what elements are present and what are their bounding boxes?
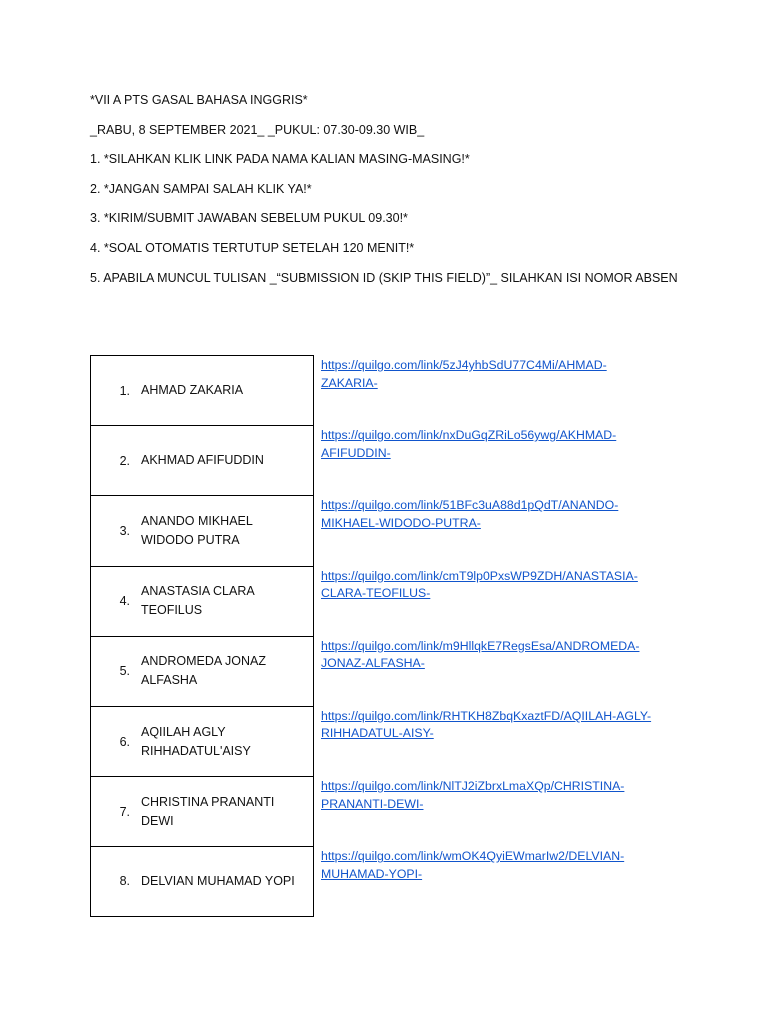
student-name: ANDROMEDA JONAZ ALFASHA	[141, 654, 267, 688]
student-name-cell	[90, 636, 314, 706]
instruction-3: 3. *KIRIM/SUBMIT JAWABAN SEBELUM PUKUL 09.30!*	[90, 211, 408, 226]
exam-link[interactable]: https://quilgo.com/link/nxDuGqZRiLo56ywg/AKHMAD- AFIFUDDIN-	[321, 428, 617, 460]
instruction-2: 2. *JANGAN SAMPAI SALAH KLIK YA!*	[90, 181, 312, 196]
instructions	[90, 92, 730, 299]
exam-link[interactable]: https://quilgo.com/link/RHTKH8ZbqKxaztFD/AQIILAH-AGLY- RIHHADATUL-AISY-	[321, 708, 652, 741]
row-number: 8.	[119, 874, 130, 889]
student-name: ANASTASIA CLARA TEOFILUS	[141, 584, 255, 618]
row-number: 2.	[119, 453, 130, 468]
student-name-cell	[90, 425, 314, 495]
exam-link[interactable]: https://quilgo.com/link/wmOK4QyiEWmarIw2/DELVIAN- MUHAMAD-YOPI-	[321, 849, 625, 881]
exam-link[interactable]: https://quilgo.com/link/cmT9lp0PxsWP9ZDH/ANASTASIA- CLARA-TEOFILUS-	[321, 568, 638, 601]
row-number: 5.	[119, 664, 130, 679]
instruction-5: 5. APABILA MUNCUL TULISAN _“SUBMISSION ID (SKIP THIS FIELD)”_ SILAHKAN ISI NOMOR ABSEN	[90, 270, 678, 285]
exam-link[interactable]: https://quilgo.com/link/5zJ4yhbSdU77C4Mi/AHMAD- ZAKARIA-	[321, 358, 607, 390]
student-name-cell	[90, 495, 314, 565]
student-name: DELVIAN MUHAMAD YOPI	[141, 873, 295, 888]
student-name-cell	[90, 846, 314, 916]
exam-link[interactable]: https://quilgo.com/link/NlTJ2iZbrxLmaXQp/CHRISTINA- PRANANTI-DEWI-	[321, 779, 625, 811]
student-name-cell	[90, 355, 314, 425]
exam-date-time: _RABU, 8 SEPTEMBER 2021_ _PUKUL: 07.30-09.30 WIB_	[90, 122, 425, 137]
instruction-4: 4. *SOAL OTOMATIS TERTUTUP SETELAH 120 MENIT!*	[90, 240, 415, 255]
row-number: 3.	[119, 523, 130, 538]
row-number: 7.	[119, 804, 130, 819]
student-name-cell	[90, 706, 314, 776]
row-number: 1.	[119, 383, 130, 398]
row-number: 6.	[119, 734, 130, 749]
student-name-cell	[90, 776, 314, 846]
student-name: AQIILAH AGLY RIHHADATUL'AISY	[141, 724, 251, 758]
instruction-1: 1. *SILAHKAN KLIK LINK PADA NAMA KALIAN MASING-MASING!*	[90, 152, 470, 167]
student-name: AHMAD ZAKARIA	[141, 383, 244, 398]
student-name-cell	[90, 566, 314, 636]
document-title: *VII A PTS GASAL BAHASA INGGRIS*	[90, 93, 308, 107]
student-name: AKHMAD AFIFUDDIN	[141, 453, 264, 468]
student-name: CHRISTINA PRANANTI DEWI	[141, 794, 275, 828]
student-name: ANANDO MIKHAEL WIDODO PUTRA	[141, 513, 253, 547]
exam-link[interactable]: https://quilgo.com/link/m9HllqkE7RegsEsa/ANDROMEDA- JONAZ-ALFASHA-	[321, 638, 640, 671]
exam-link[interactable]: https://quilgo.com/link/51BFc3uA88d1pQdT/ANANDO- MIKHAEL-WIDODO-PUTRA-	[321, 498, 619, 530]
row-number: 4.	[119, 594, 130, 609]
